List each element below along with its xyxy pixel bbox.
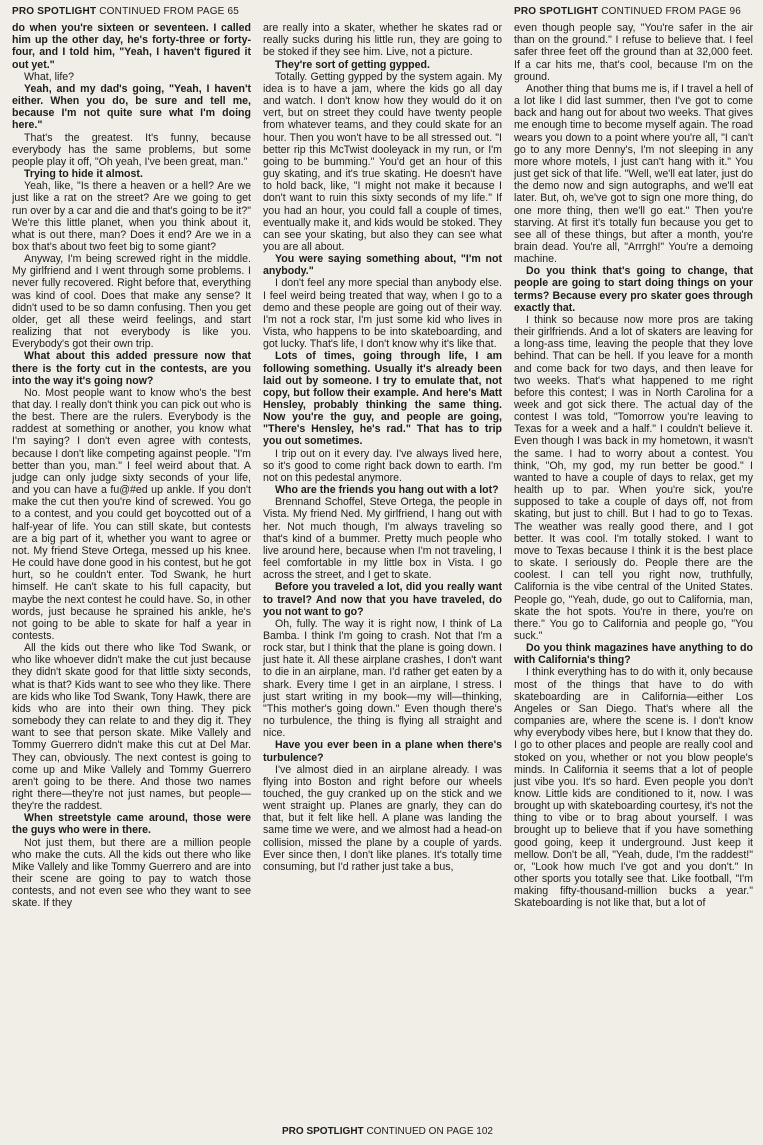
interview-answer: even though people say, "You're safer in the air than on the ground." I refuse to believe that. I feel safer three feet off the ground than at 32,000 feet. If a car hits me, that's cool, because I'm on the ground. (514, 22, 753, 83)
article-text-right (514, 22, 753, 909)
running-header-left (12, 6, 251, 18)
interview-question: Lots of times, going through life, I am following something. Usually it's already been laid out by someone. I try to emulate that, not copy, but follow their example. And here's Matt Hensley, probably thinking the same thing. Now you're the guy, and people are going, "There's Hensley, he's rad." That has to trip you out sometimes. (263, 350, 502, 448)
interview-question: They're sort of getting gypped. (275, 58, 430, 71)
interview-answer: I think so because now more pros are taking their girlfriends. And a lot of skaters are leaving for a long-ass time, leaving the people that they love behind. That can be hell. If you leave for a month and come back for two days, and then leave for two weeks. That's what happened to me right before this contest; I was in North Carolina for a week and got sick there. The actual day of the contest I was told, "Tomorrow you're leaving to Texas for a week and a half." I couldn't believe it. Even though I was back in my hometown, it wasn't the same. I had to worry about a contest. You think, "Oh, my god, my run better be good." I wanted to have a couple of days to relax, get my health up to par. When you're sick, you're supposed to take a couple of days off, not from skating, but just to chill. But I had to go to Texas. The weather was really good there, and I got better. It was cool. I'm totally stoked. I want to move to Texas because I think it is the best place to skate. I seriously do. People there are the coolest. I can tell you right now, truthfully, California is the vibe central of the United States. People go, "Yeah, dude, go out to California, man, skate the hot spots. You're in there, you're on there." You go to California and people go, "You suck." (514, 313, 753, 642)
interview-answer: That's the greatest. It's funny, because everybody has the same problems, but some people play it off, "Oh yeah, I've been great, man." (12, 131, 251, 168)
column-right (514, 0, 753, 1120)
interview-question: Before you traveled a lot, did you really want to travel? And now that you have traveled, do you not want to go? (263, 581, 502, 618)
interview-question: What about this added pressure now that there is the forty cut in the contests, are you into the way it's going now? (12, 350, 251, 387)
interview-question: do when you're sixteen or seventeen. I called him up the other day, he's forty-three or forty-four, and I told him, "Yeah, I haven't figured it out yet." (12, 22, 251, 71)
interview-answer: No. Most people want to know who's the best that day. I really don't think you can pick out who is the best. There are the rulers. Everybody is the raddest at something or another, you know what I'm saying? I don't even agree with contests, because I don't like competing against people. "I'm better than you, man." I feel weird about that. A judge can only judge sixty seconds of your life, and you can have a fu@#ed up ankle. If you don't make the cut then you're kind of screwed. You go to a contest, and you could get boycotted out of a half-year of life. You can still skate, but contests are a big part of it, whether you want to agree or not. My friend Steve Ortega, messed up his knee. He could have done good in his contest, but he got hurt, so he couldn't enter. Tod Swank, he hurt himself. He can't skate to his full capacity, but maybe the next contest he could have. So, in other words, just because he sprained his ankle, he's not going to be able to skate for half a year in contests. (12, 386, 251, 642)
interview-answer: Totally. Getting gypped by the system again. My idea is to have a jam, where the kids go all day and watch. I don't know how they would do it on vert, but on street they could have twenty people from whatever teams, and they could skate for an hour. Then you won't have to be all stressed out. "I better rip this McTwist dooleyack in my run, or I'm going to be bumming." You'd get an hour of this guy skating, and it's true skating. He doesn't have to hold back, like, "I might not make it because I don't want to ruin this sixty seconds of my life." If you had an hour, you could fall a couple of times, eventually make it, and kids would be stoked. They can see your skating, but also they can see what you are all about. (263, 70, 502, 253)
section-title: PRO SPOTLIGHT (514, 6, 599, 17)
continued-from: CONTINUED FROM PAGE 96 (601, 6, 742, 17)
interview-answer: Not just them, but there are a million people who make the cuts. All the kids out there who like Mike Vallely and like Tommy Guerrero and are into their scene are going to pay to watch those contests, and not even see who they want to see skate. If they (12, 836, 251, 910)
interview-answer: are really into a skater, whether he skates rad or really sucks during his little run, they are going to be stoked if they see him. Live, not a picture. (263, 22, 502, 59)
interview-answer: Brennand Schoffel, Steve Ortega, the people in Vista. My friend Ned. My girlfriend, I hang out with her. Not much though, I'm always traveling so that's kind of a bummer. Pretty much people who live around here, because when I'm not traveling, I feel comfortable in my little box in Vista. I go across the street, and I get to skate. (263, 496, 502, 582)
interview-answer: What, life? (24, 70, 75, 83)
section-title: PRO SPOTLIGHT (12, 6, 97, 17)
interview-answer: I've almost died in an airplane already. I was flying into Boston and right before our wheels touched, the guy cranked up on the stick and we went straight up. Planes are gnarly, they can do that, but it felt like hell. A plane was landing the same time we were, and we almost had a head-on collision, missed the plane by a couple of yards. Ever since then, I don't like planes. It's totally time consuming, but I'd rather just take a bus, (263, 763, 502, 873)
interview-answer: All the kids out there who like Tod Swank, or who like whoever didn't make the cut just because they didn't skate good for that little sixty seconds, what is that? Kids want to see who they like. There are kids who like Tod Swank, Tony Hawk, there are kids who are into their own thing. They pick somebody they can relate to and they dig it. They want to see that person skate. Mike Vallely and Tommy Guerrero didn't make this cut at Del Mar. They can, obviously. The next contest is going to come up and Mike Vallely and Tommy Guerrero aren't going to be there. And those two names right there—they're not just names, but people—they're the raddest. (12, 642, 251, 813)
running-header-right (514, 6, 753, 18)
continued-on: CONTINUED ON PAGE 102 (366, 1126, 493, 1137)
article-text-middle (263, 22, 502, 873)
interview-question: Yeah, and my dad's going, "Yeah, I haven't either. When you do, be sure and tell me, because I'm not quite sure what I'm doing here." (12, 82, 251, 132)
interview-answer: I don't feel any more special than anybody else. I feel weird being treated that way, when I go to a demo and these people are going out of their way. I'm not a rock star, I'm just some kid who lives in Vista, who happens to be into skateboarding, and got lucky. That's life, I don't know why it's like that. (263, 277, 502, 351)
article-text-left (12, 22, 251, 909)
interview-answer: I think everything has to do with it, only because most of the things that have to do with skateboarding are in California—either Los Angeles or San Diego. That's where all the companies are, where the scene is. I don't know why everybody vibes here, but I know that they do. I go to other places and people are really cool and stoked on you, whether or not you blow people's minds. In California it seems that a lot of people just vibe you. It's so hard. Even people you don't know. Little kids are conditioned to it, now. I was brought up with skateboarding courtesy, it's not the thing to vibe or to brag about yourself. I was brought up to believe that if you have something good going, keep it underground. Just keep it mellow. Don't be all, "Yeah, dude, I'm the raddest!" or, "Look how much I've got and you don't." In other sports you totally see that. Like football, "I'm making fifty-thousand-million bucks a year." Skateboarding is not like that, but a lot of (514, 666, 753, 910)
interview-question: Who are the friends you hang out with a lot? (275, 484, 499, 497)
interview-answer: Another thing that bums me is, if I travel a hell of a lot like I did last summer, then I've got to come back and hang out for about two weeks. That gives me enough time to become myself again. The road wears you down to a point where you're all, "I can't go to any more Denny's, I'm not sleeping in any more whore motels, I just can't hang with it." You just get sick of that life. "Well, we'll eat later, just do the demo now and sign autographs, and we'll eat later. But, oh, we've got to sign one more thing, do one more thing, then we'll go eat." Then you're starving. At first it's totally fun because you get to see all of these things, but after a month, you're brain dead. You're all, "Arrrgh!" You're a demoing machine. (514, 82, 753, 266)
interview-answer: Oh, fully. The way it is right now, I think of La Bamba. I think I'm going to crash. Not that I'm a rock star, but I think that the plane is going down. I just hate it. All these airplane crashes, I don't want to die in an airplane, man. I'd rather get eaten by a shark. Every time I get in an airplane, I stress. I just start writing in my book—my will—thinking, "This mother's going down." Even though there's no turbulence, the thing is flying all straight and nice. (263, 617, 502, 740)
interview-question: Do you think that's going to change, that people are going to start doing things on your terms? Because every pro skater goes through exactly that. (514, 265, 753, 314)
text-columns (12, 0, 753, 1120)
interview-question: You were saying something about, "I'm not anybody." (263, 253, 502, 278)
interview-answer: Anyway, I'm being screwed right in the middle. My girlfriend and I went through some problems. I never fully recovered. Right before that, everything was kind of cool. Does that make any sense? It didn't used to be so damn confusing. Then you get older, get all these weird feelings, and start realizing that not everybody is like you. Everybody's got their own trip. (12, 253, 251, 351)
interview-question: Do you think magazines have anything to do with California's thing? (514, 642, 753, 667)
interview-question: Have you ever been in a plane when there's turbulence? (263, 739, 502, 764)
interview-answer: Yeah, like, "Is there a heaven or a hell? Are we just like a rat on the street? Are we going to get run over by a car and die and that's going to be it?" We're this little planet, when you think about it, what is out there, man? Does it end? Are we in a box that's about two feet big to some giant? (12, 180, 251, 253)
continued-from: CONTINUED FROM PAGE 65 (99, 6, 240, 17)
section-title: PRO SPOTLIGHT (282, 1126, 364, 1137)
interview-question: When streetstyle came around, those were the guys who were in there. (12, 812, 251, 837)
column-left (12, 0, 251, 1120)
interview-answer: I trip out on it every day. I've always lived here, so it's good to come right back down to earth. I'm not on this pedestal anymore. (263, 447, 502, 484)
running-footer (282, 1126, 493, 1137)
interview-question: Trying to hide it almost. (24, 168, 143, 181)
column-middle (263, 0, 502, 1120)
